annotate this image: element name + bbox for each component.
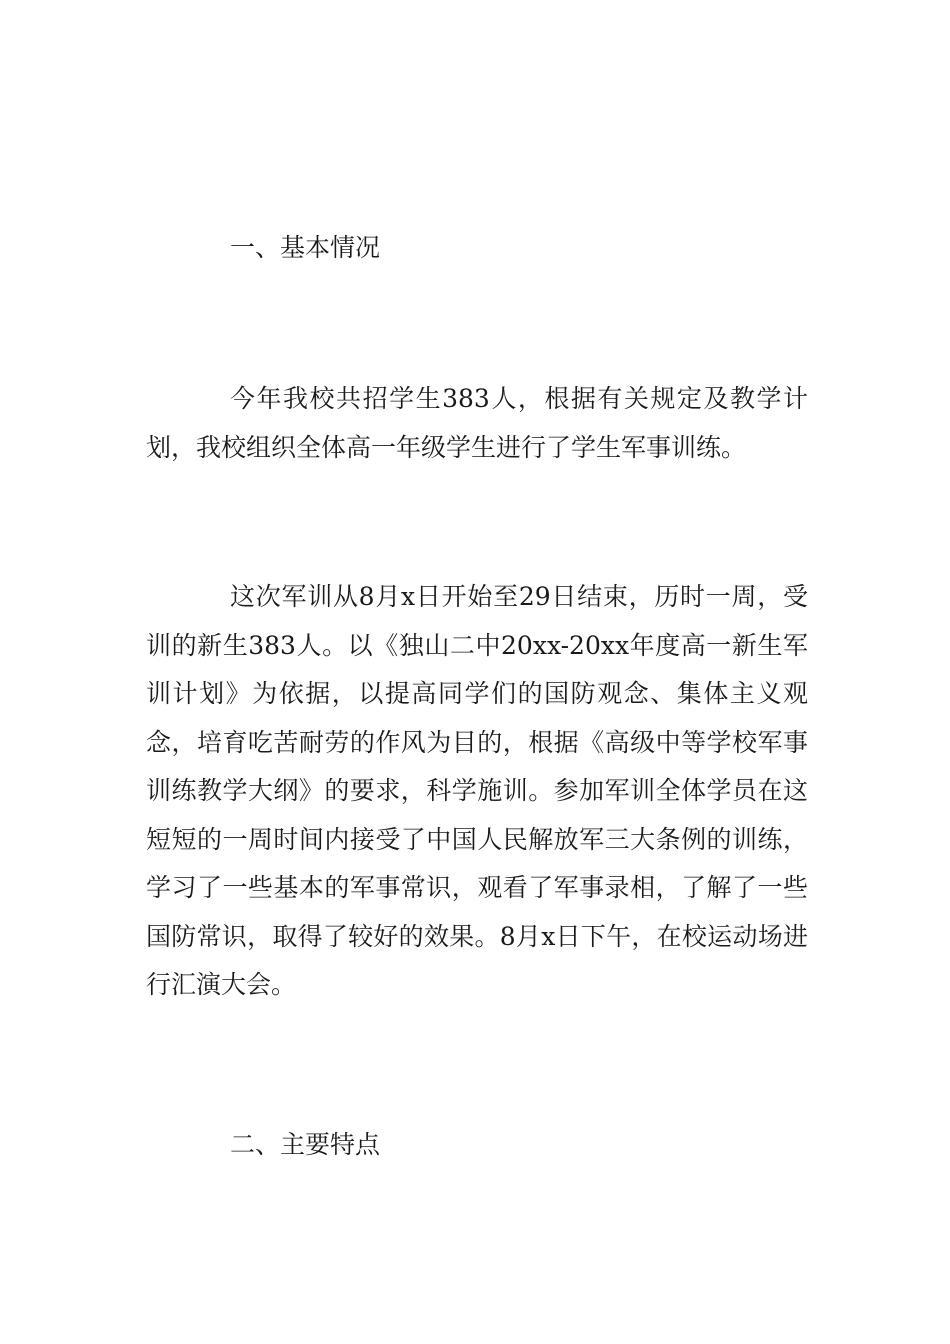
paragraph-training-details: 这次军训从8月x日开始至29日结束，历时一周，受训的新生383人。以《独山二中20xx-20xx年度高一新生军训计划》为依据，以提高同学们的国防观念、集体主义观念，培育吃苦耐劳的作风为目的，根据《高级中等学校军事训练教学大纲》的要求，科学施训。参加军训全体学员在这短短的一周时间内接受了中国人民解放军三大条例的训练，学习了一些基本的军事常识，观看了军事录相，了解了一些国防常识，取得了较好的效果。8月x日下午，在校运动场进行汇演大会。 [146,582,808,999]
paragraph-enrollment: 今年我校共招学生383人，根据有关规定及教学计划，我校组织全体高一年级学生进行了学生军事训练。 [146,384,808,462]
section-heading-main-features: 二、主要特点 [230,1130,381,1159]
section-heading-basic-situation: 一、基本情况 [230,233,381,262]
